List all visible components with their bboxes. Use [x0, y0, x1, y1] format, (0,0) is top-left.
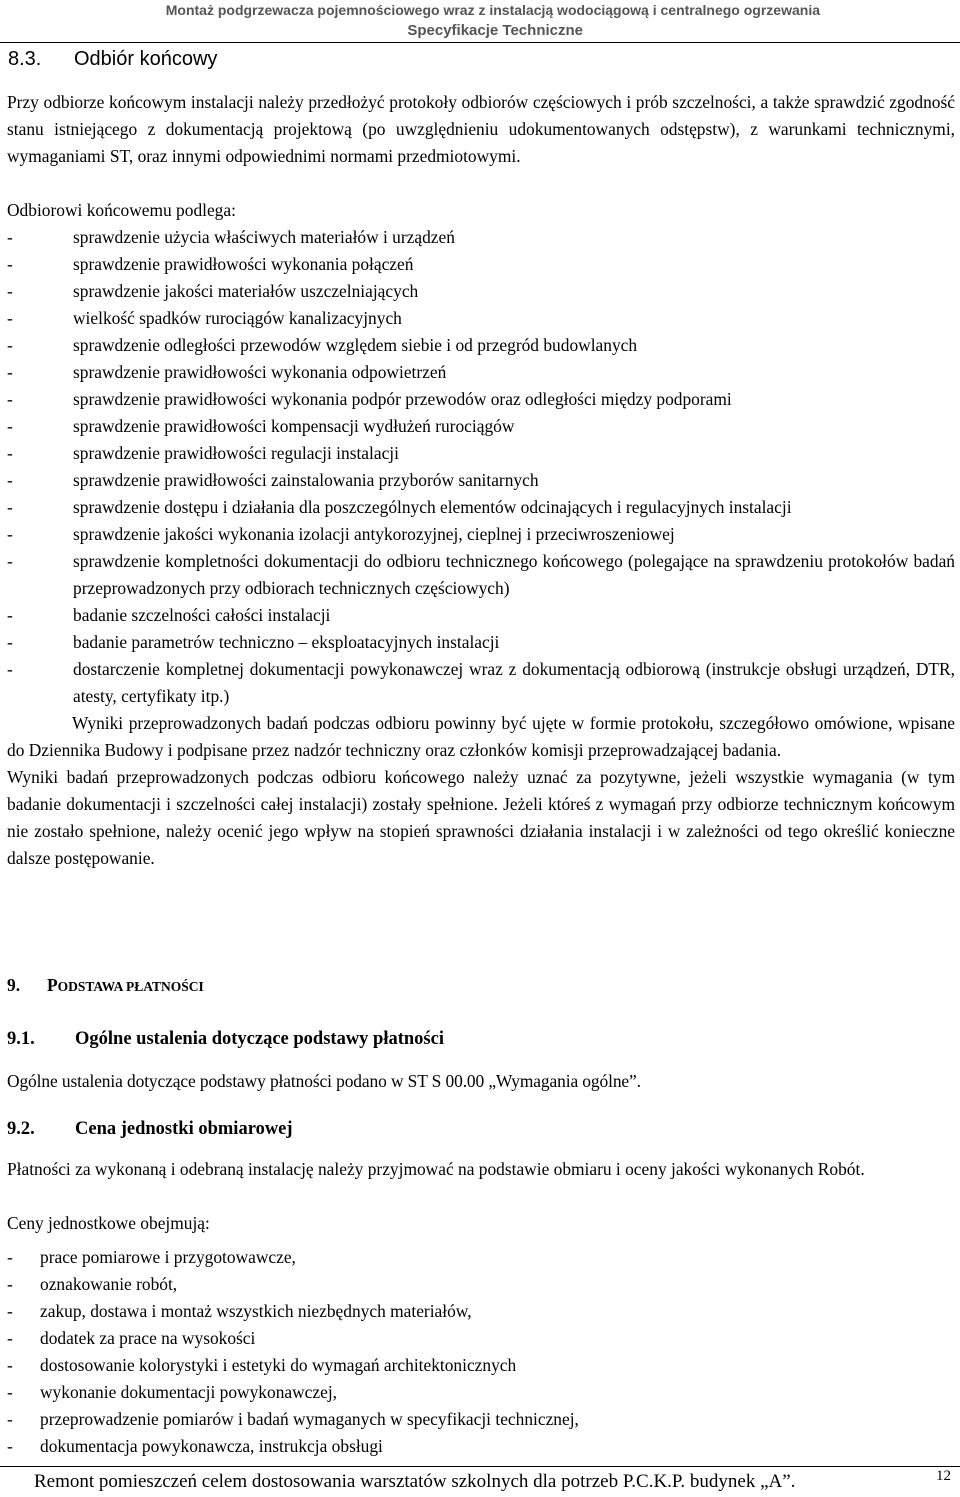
section-9-2-heading — [7, 1119, 293, 1140]
list-item: - oznakowanie robót, — [7, 1274, 178, 1294]
header-subtitle: Specyfikacje Techniczne — [407, 22, 583, 39]
footer-rule — [0, 1466, 960, 1467]
list-item: - sprawdzenie prawidłowości wykonania podpór przewodów oraz odległości między podporami — [7, 389, 732, 409]
section-number: 9.1. — [7, 1029, 35, 1049]
section-9-2-text: Płatności za wykonaną i odebraną instalację należy przyjmować na podstawie obmiaru i oceny jakości wykonanych Robót. — [7, 1159, 865, 1179]
list-item: - prace pomiarowe i przygotowawcze, — [7, 1247, 296, 1267]
list-item: - sprawdzenie użycia właściwych materiałów i urządzeń — [7, 227, 455, 247]
list-item: - sprawdzenie kompletności dokumentacji do odbioru technicznego końcowego (polegające na sprawdzeniu protokołów badań przeprowadzonych przy odbiorach technicznych częściowych) — [7, 551, 955, 598]
unit-price-list-intro: Ceny jednostkowe obejmują: — [7, 1213, 210, 1233]
section-9-1-text: Ogólne ustalenia dotyczące podstawy płatności podano w ST S 00.00 „Wymagania ogólne”. — [7, 1071, 641, 1091]
list-item: - dostarczenie kompletnej dokumentacji powykonawczej wraz z dokumentacją odbiorową (instrukcje obsługi urządzeń, DTR, atesty, certyfikaty itp.) — [7, 659, 955, 706]
unit-price-list-block — [7, 1244, 955, 1460]
section-number: 8.3. — [8, 48, 42, 70]
list-item: - dokumentacja powykonawcza, instrukcja obsługi — [7, 1436, 383, 1456]
list-item: - badanie parametrów techniczno – eksploatacyjnych instalacji — [7, 632, 500, 652]
section-8-3-intro: Przy odbiorze końcowym instalacji należy przedłożyć protokoły odbiorów częściowych i prób szczelności, a także sprawdzić zgodność stanu istniejącego z dokumentacją projektową (po uwzględnieniu udokumentowanych odstępstw), z warunkami technicznymi, wymaganiami ST, oraz innymi odpowiednimi normami przedmiotowymi. — [7, 92, 955, 166]
list-item: - sprawdzenie jakości materiałów uszczelniających — [7, 281, 419, 301]
header-rule — [0, 42, 960, 43]
list-item: - sprawdzenie prawidłowości wykonania odpowietrzeń — [7, 362, 447, 382]
list-item: - przeprowadzenie pomiarów i badań wymaganych w specyfikacji technicznej, — [7, 1409, 579, 1429]
section-number: 9. — [7, 975, 21, 995]
section-title: Ogólne ustalenia dotyczące podstawy płatności — [75, 1029, 444, 1049]
positive-results-paragraph: Wyniki badań przeprowadzonych podczas odbioru końcowego należy uznać za pozytywne, jeżeli wszystkie wymagania (w tym badanie dokumentacji i szczelności całej instalacji) zostały spełnione. Jeżeli któreś z wymagań przy odbiorze technicznym końcowym nie zostało spełnione, należy ocenić jego wpływ na stopień sprawności działania instalacji i w zależności od tego określić konieczne dalsze postępowanie. — [7, 767, 955, 868]
acceptance-list-block — [7, 197, 955, 872]
section-8-3-heading — [8, 48, 217, 71]
section-9-heading: 9. PODSTAWA PŁATNOŚCI — [7, 975, 204, 995]
section-title: Cena jednostki obmiarowej — [75, 1119, 293, 1139]
list-item: - sprawdzenie jakości wykonania izolacji antykorozyjnej, cieplnej i przeciwroszeniowej — [7, 524, 675, 544]
list-item: - sprawdzenie prawidłowości zainstalowania przyborów sanitarnych — [7, 470, 539, 490]
list-item: - wielkość spadków rurociągów kanalizacyjnych — [7, 308, 402, 328]
section-9-1-heading — [7, 1029, 444, 1050]
list-item: - sprawdzenie dostępu i działania dla poszczególnych elementów odcinających i regulacyjnych instalacji — [7, 497, 792, 517]
acceptance-list — [7, 224, 955, 710]
list-item: - sprawdzenie prawidłowości kompensacji wydłużeń rurociągów — [7, 416, 515, 436]
list-item: - sprawdzenie odległości przewodów względem siebie i od przegród budowlanych — [7, 335, 638, 355]
list-item: - badanie szczelności całości instalacji — [7, 605, 331, 625]
list-item: - wykonanie dokumentacji powykonawczej, — [7, 1382, 337, 1402]
section-number: 9.2. — [7, 1119, 35, 1139]
section-title: Odbiór końcowy — [74, 48, 218, 70]
footer-text: Remont pomieszczeń celem dostosowania warsztatów szkolnych dla potrzeb P.C.K.P. budynek „A”. — [34, 1471, 796, 1492]
results-paragraph: Wyniki przeprowadzonych badań podczas odbioru powinny być ujęte w formie protokołu, szczegółowo omówione, wpisane do Dziennika Budowy i podpisane przez nadzór techniczny oraz członków komisji przeprowadzającej badania. — [7, 713, 955, 760]
list-item: - sprawdzenie prawidłowości regulacji instalacji — [7, 443, 399, 463]
list-item: - dodatek za prace na wysokości — [7, 1328, 256, 1348]
list-item: - sprawdzenie prawidłowości wykonania połączeń — [7, 254, 414, 274]
page-number: 12 — [936, 1468, 951, 1484]
unit-price-list — [7, 1244, 955, 1460]
list-item: - dostosowanie kolorystyki i estetyki do wymagań architektonicznych — [7, 1355, 517, 1375]
header-title: Montaż podgrzewacza pojemnościowego wraz z instalacją wodociągową i centralnego ogrzewania — [165, 2, 820, 18]
acceptance-list-intro: Odbiorowi końcowemu podlega: — [7, 200, 236, 220]
list-item: - zakup, dostawa i montaż wszystkich niezbędnych materiałów, — [7, 1301, 472, 1321]
